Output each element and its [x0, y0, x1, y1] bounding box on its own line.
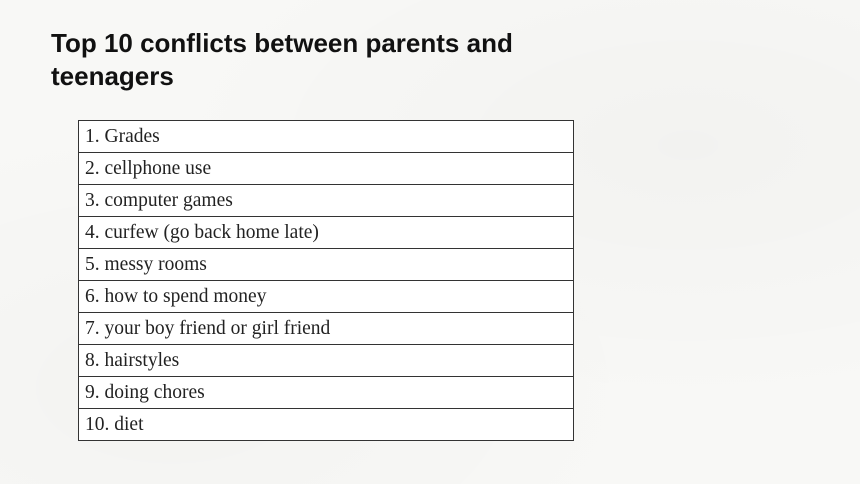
- table-cell: 7. your boy friend or girl friend: [79, 313, 574, 345]
- table-row: [79, 345, 574, 377]
- table-cell: 10. diet: [79, 409, 574, 441]
- table-row: [79, 217, 574, 249]
- table-row: [79, 121, 574, 153]
- table-cell: 2. cellphone use: [79, 153, 574, 185]
- table-cell: 1. Grades: [79, 121, 574, 153]
- table-cell: 3. computer games: [79, 185, 574, 217]
- table-row: [79, 377, 574, 409]
- table-cell: 4. curfew (go back home late): [79, 217, 574, 249]
- table-cell: 9. doing chores: [79, 377, 574, 409]
- table-cell: 6. how to spend money: [79, 281, 574, 313]
- table-row: [79, 185, 574, 217]
- table-cell: 8. hairstyles: [79, 345, 574, 377]
- table-row: [79, 313, 574, 345]
- table-row: [79, 409, 574, 441]
- slide-title: Top 10 conflicts between parents and teenagers: [51, 28, 513, 91]
- table-row: [79, 281, 574, 313]
- table-cell: 5. messy rooms: [79, 249, 574, 281]
- conflicts-table: [78, 120, 574, 441]
- table-row: [79, 249, 574, 281]
- table-row: [79, 153, 574, 185]
